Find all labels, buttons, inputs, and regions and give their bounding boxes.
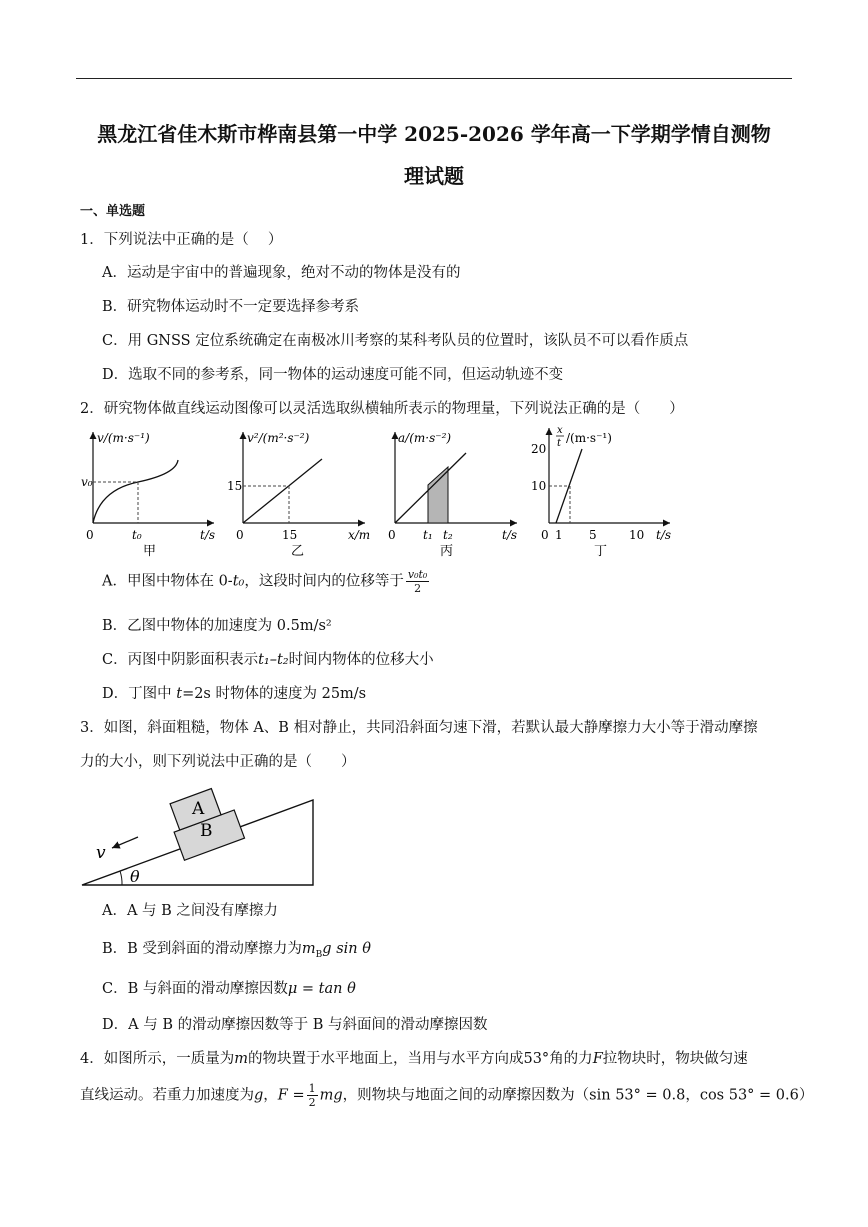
q3-stem-line1: 3．如图，斜面粗糙，物体 A、B 相对静止，共同沿斜面匀速下滑，若默认最大静摩擦力大小等于滑动摩擦 bbox=[80, 720, 758, 736]
header-rule bbox=[76, 78, 792, 79]
q2-option-c bbox=[102, 648, 434, 669]
bing-xlabel: t/s bbox=[502, 528, 518, 542]
q4-l1-angle: 53° bbox=[523, 1051, 550, 1067]
q1-option-d: D．选取不同的参考系，同一物体的运动速度可能不同，但运动轨迹不变 bbox=[102, 367, 564, 383]
yi-xtick: 15 bbox=[282, 528, 298, 542]
ding-x10: 10 bbox=[629, 528, 645, 542]
q1-option-c: C．用 GNSS 定位系统确定在南极冰川考察的某科考队员的位置时，该队员不可以看作质点 bbox=[102, 333, 689, 349]
block-b-label: B bbox=[200, 821, 213, 841]
q2-option-d bbox=[102, 682, 366, 703]
graph-ding bbox=[531, 425, 671, 559]
q3-option-a: A．A 与 B 之间没有摩擦力 bbox=[102, 903, 278, 919]
yi-caption: 乙 bbox=[291, 544, 305, 559]
q4-l2-den: 2 bbox=[308, 1096, 316, 1109]
velocity-label: v bbox=[96, 843, 106, 863]
q4-l1-f: F bbox=[592, 1051, 603, 1067]
q4-l1-d: 拉物块时，物块做匀速 bbox=[602, 1051, 748, 1067]
q3-b-sub: B bbox=[315, 949, 323, 960]
q4-l1-a: 4．如图所示，一质量为 bbox=[80, 1051, 235, 1067]
q4-l1-b: 的物块置于水平地面上，当用与水平方向成 bbox=[247, 1051, 524, 1067]
q2-c-t: t₁–t₂ bbox=[258, 652, 289, 668]
ding-ylabel-num: x bbox=[557, 425, 563, 436]
jia-xlabel: t/s bbox=[200, 528, 216, 542]
q4-line2 bbox=[80, 1082, 813, 1109]
velocity-arrow bbox=[112, 837, 138, 848]
q2-a-mid: ，这段时间内的位移等于 bbox=[244, 573, 404, 590]
q1-option-b: B．研究物体运动时不一定要选择参考系 bbox=[102, 299, 360, 315]
ding-y10: 10 bbox=[531, 479, 547, 493]
theta-label: θ bbox=[130, 867, 140, 886]
q4-l2-f: F = bbox=[277, 1087, 305, 1104]
q3-option-d: D．A 与 B 的滑动摩擦因数等于 B 与斜面间的滑动摩擦因数 bbox=[102, 1017, 488, 1033]
q1-stem: 1．下列说法中正确的是（ ） bbox=[80, 232, 283, 248]
graph-bing bbox=[388, 431, 517, 559]
q4-l2-g: g bbox=[254, 1087, 264, 1104]
q4-l2-end: ） bbox=[798, 1087, 814, 1104]
q2-d-post: =2s 时物体的速度为 25m/s bbox=[182, 686, 367, 702]
yi-ylabel: v²/(m²·s⁻²) bbox=[247, 431, 310, 445]
q2-a-t0: t₀ bbox=[232, 573, 245, 590]
q4-l2-cos: cos 53° = 0.6 bbox=[699, 1087, 799, 1104]
bing-origin: 0 bbox=[388, 528, 396, 542]
q4-l2-comma: ， bbox=[685, 1087, 700, 1104]
bing-t1: t₁ bbox=[423, 528, 433, 542]
q3-incline-figure bbox=[70, 782, 330, 892]
q4-l2-a: 直线运动。若重力加速度为 bbox=[80, 1087, 254, 1104]
q3-stem-line2: 力的大小，则下列说法中正确的是（ ） bbox=[80, 754, 356, 770]
jia-v0: v₀ bbox=[81, 475, 93, 489]
q2-option-a bbox=[102, 568, 431, 595]
ding-xlabel: t/s bbox=[656, 528, 672, 542]
bing-caption: 丙 bbox=[440, 544, 454, 559]
q2-stem: 2．研究物体做直线运动图像可以灵活选取纵横轴所表示的物理量，下列说法正确的是（ ） bbox=[80, 401, 684, 417]
q3-option-b bbox=[102, 937, 371, 960]
jia-caption: 甲 bbox=[143, 544, 157, 559]
jia-ylabel: v/(m·s⁻¹) bbox=[97, 431, 150, 445]
block-a-label: A bbox=[192, 799, 205, 819]
q4-l2-mg: mg bbox=[319, 1087, 343, 1104]
q2-c-pre: C．丙图中阴影面积表示 bbox=[102, 652, 259, 668]
q2-c-post: 时间内物体的位移大小 bbox=[288, 652, 434, 668]
yi-origin: 0 bbox=[236, 528, 244, 542]
ding-ylabel-unit: /(m·s⁻¹) bbox=[566, 431, 612, 445]
q2-d-t: t bbox=[176, 686, 183, 702]
ding-origin: 0 bbox=[541, 528, 549, 542]
bing-t2: t₂ bbox=[443, 528, 453, 542]
q3-c-expr: μ = tan θ bbox=[287, 981, 356, 997]
q2-option-b: B．乙图中物体的加速度为 0.5m/s² bbox=[102, 618, 332, 634]
q3-b-pre: B．B 受到斜面的滑动摩擦力为 bbox=[102, 941, 302, 957]
yi-xlabel: x/m bbox=[348, 528, 371, 542]
ding-x1: 1 bbox=[555, 528, 563, 542]
jia-t0: t₀ bbox=[132, 528, 142, 542]
q4-l1-m: m bbox=[234, 1051, 248, 1067]
q2-a-fraction bbox=[406, 568, 429, 595]
yi-ytick: 15 bbox=[227, 479, 243, 493]
q3-c-pre: C．B 与斜面的滑动摩擦因数 bbox=[102, 981, 288, 997]
graph-yi bbox=[227, 431, 370, 559]
ding-x5: 5 bbox=[589, 528, 597, 542]
q4-l1-c: 角的力 bbox=[549, 1051, 593, 1067]
q4-l2-sin: sin 53° = 0.8 bbox=[589, 1087, 686, 1104]
bing-ylabel: a/(m·s⁻²) bbox=[398, 431, 452, 445]
section-heading: 一、单选题 bbox=[80, 204, 146, 219]
ding-y20: 20 bbox=[531, 442, 547, 456]
q2-a-pre: A．甲图中物体在 0- bbox=[102, 573, 233, 590]
q4-l2-fraction bbox=[307, 1082, 318, 1109]
q4-l2-b: ， bbox=[263, 1087, 278, 1104]
q2-a-den: 2 bbox=[414, 582, 422, 595]
exam-title-line1: 黑龙江省佳木斯市桦南县第一中学 2025-2026 学年高一下学期学情自测物 bbox=[97, 122, 771, 146]
q2-d-pre: D．丁图中 bbox=[102, 686, 177, 702]
ding-ylabel-den: t bbox=[557, 438, 562, 449]
q3-b-rest: g sin θ bbox=[322, 941, 371, 957]
q2-graphs bbox=[0, 420, 868, 560]
q4-line1 bbox=[80, 1047, 748, 1068]
exam-title-line2: 理试题 bbox=[404, 164, 464, 188]
q3-option-c bbox=[102, 977, 356, 998]
ding-caption: 丁 bbox=[594, 544, 608, 559]
q4-l2-num: 1 bbox=[308, 1082, 316, 1095]
q3-b-m: m bbox=[301, 941, 316, 957]
q4-l2-c: ，则物块与地面之间的动摩擦因数为（ bbox=[342, 1087, 590, 1104]
graph-jia bbox=[81, 431, 215, 559]
q1-option-a: A．运动是宇宙中的普遍现象，绝对不动的物体是没有的 bbox=[102, 265, 461, 281]
q2-a-num: v₀t₀ bbox=[407, 568, 428, 581]
jia-origin: 0 bbox=[86, 528, 94, 542]
